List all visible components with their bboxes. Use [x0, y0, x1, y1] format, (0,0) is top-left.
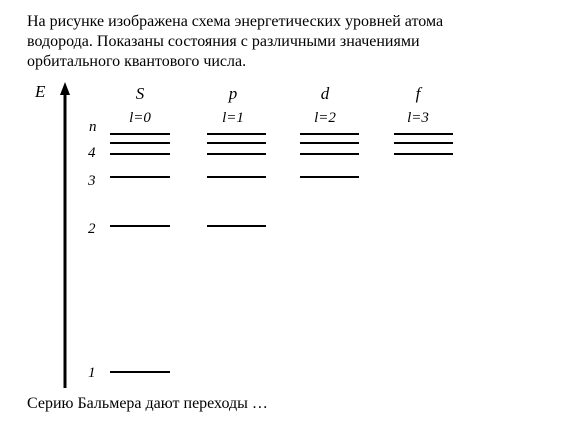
column-l-label-1: l=1: [222, 110, 244, 126]
intro-line-3: орбитального квантового числа.: [27, 53, 247, 70]
energy-axis-label: E: [35, 82, 46, 101]
level-label-1: 1: [88, 365, 96, 381]
n-header: n: [89, 119, 97, 135]
level-label-3: 3: [88, 173, 96, 189]
energy-levels: [110, 134, 453, 372]
column-letter-s: S: [135, 84, 145, 103]
column-letter-f: f: [415, 84, 421, 103]
column-l-label-0: l=0: [129, 110, 151, 126]
level-label-4: 4: [88, 145, 96, 161]
column-letter-p: p: [228, 84, 238, 103]
question-text: Серию Бальмера дают переходы …: [27, 395, 268, 412]
level-label-2: 2: [88, 221, 96, 237]
column-l-label-3: l=3: [407, 110, 429, 126]
intro-line-1: На рисунке изображена схема энергетических уровней атома: [27, 13, 444, 30]
intro-line-2: водорода. Показаны состояния с различными значениями: [27, 33, 420, 50]
energy-axis-arrowhead: [60, 82, 70, 95]
column-letter-d: d: [320, 84, 330, 103]
column-l-label-2: l=2: [314, 110, 336, 126]
